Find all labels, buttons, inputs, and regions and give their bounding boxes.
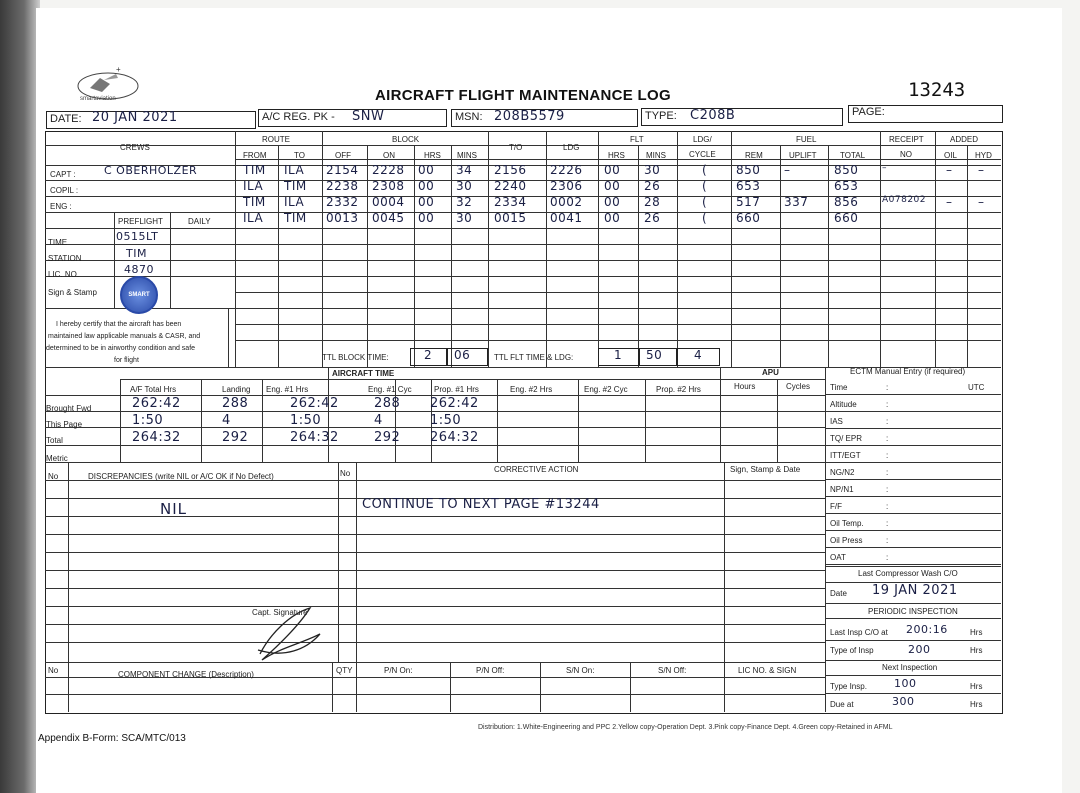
ectm-row-line xyxy=(825,513,1001,514)
time-label: TIME xyxy=(48,238,68,247)
page-label: PAGE: xyxy=(852,106,885,118)
ectm-row-value: : xyxy=(886,434,889,443)
flight-off: 0013 xyxy=(326,211,359,225)
ectm-row-value: : xyxy=(886,519,889,528)
ectm-row-value: : xyxy=(886,536,889,545)
flight-hrs: 00 xyxy=(418,179,435,193)
flight-total: 653 xyxy=(834,179,859,193)
discrepancy-line xyxy=(45,570,825,571)
aircraft-time-header: Eng. #1 Hrs xyxy=(266,385,309,394)
apu-hours: Hours xyxy=(734,382,756,391)
comp-title: COMPONENT CHANGE (Description) xyxy=(118,670,254,679)
flight-hrs: 00 xyxy=(418,195,435,209)
col-ldg-cycle-2: CYCLE xyxy=(689,150,716,159)
ectm-row-label: ITT/EGT xyxy=(830,451,861,460)
ectm-row-label: Altitude xyxy=(830,400,857,409)
col-receipt-1: RECEIPT xyxy=(889,135,924,144)
flight-on: 2228 xyxy=(372,163,405,177)
ectm-row-value: : xyxy=(886,553,889,562)
flight-fhrs: 00 xyxy=(604,163,621,177)
ectm-row-label: NP/N1 xyxy=(830,485,854,494)
ectm-row-line xyxy=(825,547,1001,548)
aircraft-time-row-label: Metric xyxy=(46,454,68,463)
last-insp-unit: Hrs xyxy=(970,628,983,637)
ectm-row-line xyxy=(825,564,1001,565)
flight-rem: 850 xyxy=(736,163,761,177)
flight-total: 850 xyxy=(834,163,859,177)
col-total: TOTAL xyxy=(840,151,866,160)
col-mins: MINS xyxy=(457,151,477,160)
col-ldg: LDG xyxy=(563,143,580,152)
ectm-title: ECTM Manual Entry (if required) xyxy=(850,367,966,376)
apu-title: APU xyxy=(762,368,779,377)
ectm-row-label: TQ/ EPR xyxy=(830,434,863,443)
flight-mins: 34 xyxy=(456,163,473,177)
flight-ldg: 2306 xyxy=(550,179,583,193)
flight-from: TIM xyxy=(243,163,266,177)
aircraft-time-row-label: Total xyxy=(46,436,63,445)
ectm-row-line xyxy=(825,462,1001,463)
aircraft-time-value: 1:50 xyxy=(132,413,164,428)
due-unit: Hrs xyxy=(970,700,983,709)
flight-cycle: ( xyxy=(702,211,708,225)
aircraft-time-value: 264:32 xyxy=(430,430,479,445)
flight-on: 2308 xyxy=(372,179,405,193)
type-insp-unit: Hrs xyxy=(970,646,983,655)
aircraft-time-value: 262:42 xyxy=(430,396,479,411)
flight-to_time: 2334 xyxy=(494,195,527,209)
aircraft-time-header: Eng. #1 Cyc xyxy=(368,385,412,394)
stamp-text: SMART xyxy=(128,292,150,298)
comp-sn-on: S/N On: xyxy=(566,666,595,675)
cert-text-2: maintained law applicable manuals & CASR, and xyxy=(48,333,201,340)
ectm-row-line xyxy=(825,479,1001,480)
capt-name: C OBERHOLZER xyxy=(104,164,198,177)
col-from: FROM xyxy=(243,151,267,160)
svg-text:+: + xyxy=(116,65,121,74)
cert-text-4: for flight xyxy=(114,357,139,364)
flight-uplift: 337 xyxy=(784,195,809,209)
flight-receipt: A078202 xyxy=(882,195,927,205)
discrepancy-line xyxy=(45,534,825,535)
flight-ldg: 2226 xyxy=(550,163,583,177)
flight-hyd: – xyxy=(978,195,985,209)
discrepancy-line xyxy=(45,606,825,607)
col-crews: CREWS xyxy=(120,143,150,152)
flight-mins: 32 xyxy=(456,195,473,209)
aircraft-time-value: 292 xyxy=(374,430,401,445)
ectm-row-value: : xyxy=(886,502,889,511)
col-rem: REM xyxy=(745,151,763,160)
ttl-flt-hrs: 1 xyxy=(614,348,623,362)
aircraft-time-value: 262:42 xyxy=(132,396,181,411)
aircraft-time-value: 292 xyxy=(222,430,249,445)
flight-receipt: – xyxy=(882,163,887,173)
flight-to: TIM xyxy=(284,179,307,193)
flight-fmins: 26 xyxy=(644,179,661,193)
flight-total: 660 xyxy=(834,211,859,225)
aircraft-time-header: A/F Total Hrs xyxy=(130,385,177,394)
ectm-row-value: : xyxy=(886,468,889,477)
col-hrs: HRS xyxy=(424,151,441,160)
aircraft-time-header: Landing xyxy=(222,385,251,394)
ectm-row-line xyxy=(825,411,1001,412)
col-block: BLOCK xyxy=(392,135,420,144)
ectm-row-line xyxy=(825,445,1001,446)
ttl-block-mins: 06 xyxy=(454,348,471,362)
discrepancy-line xyxy=(45,642,825,643)
flight-cycle: ( xyxy=(702,163,708,177)
preflight-time-value: 0515LT xyxy=(116,230,159,243)
comp-pn-on: P/N On: xyxy=(384,666,413,675)
ac-reg-value: SNW xyxy=(352,109,385,124)
aircraft-time-header: Eng. #2 Hrs xyxy=(510,385,553,394)
due-value: 300 xyxy=(892,695,915,708)
col-ldg-cycle-1: LDG/ xyxy=(693,135,712,144)
aircraft-time-row-label: This Page xyxy=(46,420,83,429)
ectm-row-value: : xyxy=(886,383,889,392)
type-label: TYPE: xyxy=(645,110,677,122)
flight-hrs: 00 xyxy=(418,211,435,225)
date-label: DATE: xyxy=(50,113,82,125)
flight-to_time: 0015 xyxy=(494,211,527,225)
ectm-row-line xyxy=(825,496,1001,497)
copil-label: COPIL : xyxy=(50,186,79,195)
cert-text-1: I hereby certify that the aircraft has been xyxy=(56,321,182,328)
daily-label: DAILY xyxy=(188,217,211,226)
flight-rem: 660 xyxy=(736,211,761,225)
aircraft-time-value: 264:32 xyxy=(132,430,181,445)
ectm-row-value: : xyxy=(886,417,889,426)
ttl-block-hrs: 2 xyxy=(424,348,433,362)
corrective-entry: CONTINUE TO NEXT PAGE #13244 xyxy=(362,497,600,512)
flight-fhrs: 00 xyxy=(604,195,621,209)
aircraft-time-value: 1:50 xyxy=(430,413,462,428)
flight-hyd: – xyxy=(978,163,985,177)
flight-off: 2154 xyxy=(326,163,359,177)
appendix-text: Appendix B-Form: SCA/MTC/013 xyxy=(38,733,186,744)
ectm-row-unit: UTC xyxy=(968,383,985,392)
flight-off: 2332 xyxy=(326,195,359,209)
msn-value: 208B5579 xyxy=(494,109,565,124)
ectm-row-line xyxy=(825,530,1001,531)
flight-to_time: 2156 xyxy=(494,163,527,177)
engineer-stamp xyxy=(120,276,158,314)
msn-label: MSN: xyxy=(455,111,483,123)
flight-cycle: ( xyxy=(702,179,708,193)
sign-stamp-date-title: Sign, Stamp & Date xyxy=(730,465,801,474)
comp-qty: QTY xyxy=(336,666,353,675)
flight-from: ILA xyxy=(243,211,264,225)
flight-uplift: – xyxy=(784,163,791,177)
ttl-flt-mins: 50 xyxy=(646,348,663,362)
wash-date-value: 19 JAN 2021 xyxy=(872,583,958,598)
due-label: Due at xyxy=(830,700,854,709)
col-route: ROUTE xyxy=(262,135,290,144)
wash-title: Last Compressor Wash C/O xyxy=(858,569,958,578)
flight-total: 856 xyxy=(834,195,859,209)
flight-mins: 30 xyxy=(456,179,473,193)
disc-no2-label: No xyxy=(340,469,351,478)
ectm-row-label: F/F xyxy=(830,502,842,511)
col-oil: OIL xyxy=(944,151,957,160)
flight-hrs: 00 xyxy=(418,163,435,177)
flight-on: 0045 xyxy=(372,211,405,225)
aircraft-time-title: AIRCRAFT TIME xyxy=(332,369,395,378)
ectm-row-line xyxy=(825,394,1001,395)
flight-to: ILA xyxy=(284,163,305,177)
flight-fmins: 28 xyxy=(644,195,661,209)
col-receipt-2: NO xyxy=(900,150,912,159)
preflight-lic-value: 4870 xyxy=(124,263,154,276)
col-added: ADDED xyxy=(950,135,979,144)
ectm-row-label: IAS xyxy=(830,417,843,426)
date-value: 20 JAN 2021 xyxy=(92,110,178,125)
comp-pn-off: P/N Off: xyxy=(476,666,505,675)
flight-fhrs: 00 xyxy=(604,211,621,225)
ttl-ldg: 4 xyxy=(694,348,703,362)
type-value: C208B xyxy=(690,108,736,123)
wash-date-label: Date xyxy=(830,589,847,598)
capt-signature-label: Capt. Signature xyxy=(252,608,308,617)
col-on: ON xyxy=(383,151,395,160)
discrepancy-line xyxy=(45,588,825,589)
disc-no-label: No xyxy=(48,472,59,481)
col-flt-hrs: HRS xyxy=(608,151,625,160)
flight-off: 2238 xyxy=(326,179,359,193)
aircraft-time-value: 262:42 xyxy=(290,396,339,411)
flight-ldg: 0041 xyxy=(550,211,583,225)
ac-reg-label: A/C REG. PK - xyxy=(262,111,335,123)
flight-ldg: 0002 xyxy=(550,195,583,209)
aircraft-time-header: Eng. #2 Cyc xyxy=(584,385,628,394)
col-off: OFF xyxy=(335,151,351,160)
company-logo xyxy=(76,64,146,104)
ectm-row-line xyxy=(825,428,1001,429)
discrepancy-line xyxy=(45,552,825,553)
aircraft-time-value: 288 xyxy=(222,396,249,411)
next-title: Next Inspection xyxy=(882,663,938,672)
aircraft-time-value: 1:50 xyxy=(290,413,322,428)
col-to-time: T/O xyxy=(509,143,523,152)
flight-fmins: 26 xyxy=(644,211,661,225)
col-flt: FLT xyxy=(630,135,644,144)
flight-on: 0004 xyxy=(372,195,405,209)
col-flt-mins: MINS xyxy=(646,151,666,160)
log-number: 13243 xyxy=(908,79,966,101)
col-to: TO xyxy=(294,151,305,160)
ectm-row-value: : xyxy=(886,400,889,409)
ectm-row-value: : xyxy=(886,451,889,460)
discrepancy-entry: NIL xyxy=(160,500,188,518)
discrepancy-line xyxy=(45,624,825,625)
col-uplift: UPLIFT xyxy=(789,151,817,160)
flight-fmins: 30 xyxy=(644,163,661,177)
ectm-row-value: : xyxy=(886,485,889,494)
disc-title: DISCREPANCIES (write NIL or A/C OK if No Defect) xyxy=(88,472,274,481)
last-insp-value: 200:16 xyxy=(906,623,948,636)
flight-rem: 653 xyxy=(736,179,761,193)
flight-mins: 30 xyxy=(456,211,473,225)
next-type-unit: Hrs xyxy=(970,682,983,691)
lic-label: LIC. NO. xyxy=(48,270,80,279)
next-type-value: 100 xyxy=(894,677,917,690)
type-insp-value: 200 xyxy=(908,643,931,656)
ectm-row-label: Time xyxy=(830,383,848,392)
aircraft-time-header: Prop. #2 Hrs xyxy=(656,385,701,394)
flight-from: ILA xyxy=(243,179,264,193)
comp-no-label: No xyxy=(48,666,59,675)
aircraft-time-value: 264:32 xyxy=(290,430,339,445)
last-insp-label: Last Insp C/O at xyxy=(830,628,888,637)
aircraft-time-row-label: Brought Fwd xyxy=(46,404,92,413)
flight-fhrs: 00 xyxy=(604,179,621,193)
aircraft-time-value: 288 xyxy=(374,396,401,411)
flight-to_time: 2240 xyxy=(494,179,527,193)
preflight-station-value: TIM xyxy=(126,247,147,260)
flight-from: TIM xyxy=(243,195,266,209)
apu-cycles: Cycles xyxy=(786,382,811,391)
ectm-row-label: NG/N2 xyxy=(830,468,855,477)
sign-stamp-label: Sign & Stamp xyxy=(48,288,97,297)
ectm-row-label: Oil Press xyxy=(830,536,863,545)
capt-label: CAPT : xyxy=(50,170,76,179)
comp-sn-off: S/N Off: xyxy=(658,666,687,675)
distribution-text: Distribution: 1.White-Engineering and PPC 2.Yellow copy-Operation Dept. 3.Pink copy-Finance Dept. 4.Green copy-Retained in AFML xyxy=(478,724,893,731)
ttl-block-label: TTL BLOCK TIME: xyxy=(322,353,389,362)
captain-signature xyxy=(250,604,330,664)
ectm-row-label: Oil Temp. xyxy=(830,519,864,528)
cert-text-3: determined to be in airworthy condition and safe xyxy=(46,345,196,352)
flight-cycle: ( xyxy=(702,195,708,209)
ectm-row-label: OAT xyxy=(830,553,846,562)
logo-text: smartaviation xyxy=(80,96,116,102)
page-title: AIRCRAFT FLIGHT MAINTENANCE LOG xyxy=(375,87,671,104)
col-fuel: FUEL xyxy=(796,135,817,144)
next-type-label: Type Insp. xyxy=(830,682,867,691)
col-hyd: HYD xyxy=(975,151,992,160)
station-label: STATION xyxy=(48,254,82,263)
eng-label: ENG : xyxy=(50,202,72,211)
periodic-title: PERIODIC INSPECTION xyxy=(868,607,958,616)
aircraft-time-value: 4 xyxy=(374,413,383,428)
corrective-title: CORRECTIVE ACTION xyxy=(494,465,579,474)
aircraft-time-header: Prop. #1 Hrs xyxy=(434,385,479,394)
flight-oil: – xyxy=(946,195,953,209)
comp-lic: LIC NO. & SIGN xyxy=(738,666,797,675)
flight-to: ILA xyxy=(284,195,305,209)
type-insp-label: Type of Insp xyxy=(830,646,874,655)
flight-rem: 517 xyxy=(736,195,761,209)
aircraft-time-value: 4 xyxy=(222,413,231,428)
scan-shadow xyxy=(0,0,40,793)
preflight-label: PREFLIGHT xyxy=(118,217,163,226)
flight-to: TIM xyxy=(284,211,307,225)
flight-oil: – xyxy=(946,163,953,177)
ttl-flt-label: TTL FLT TIME & LDG: xyxy=(494,353,574,362)
